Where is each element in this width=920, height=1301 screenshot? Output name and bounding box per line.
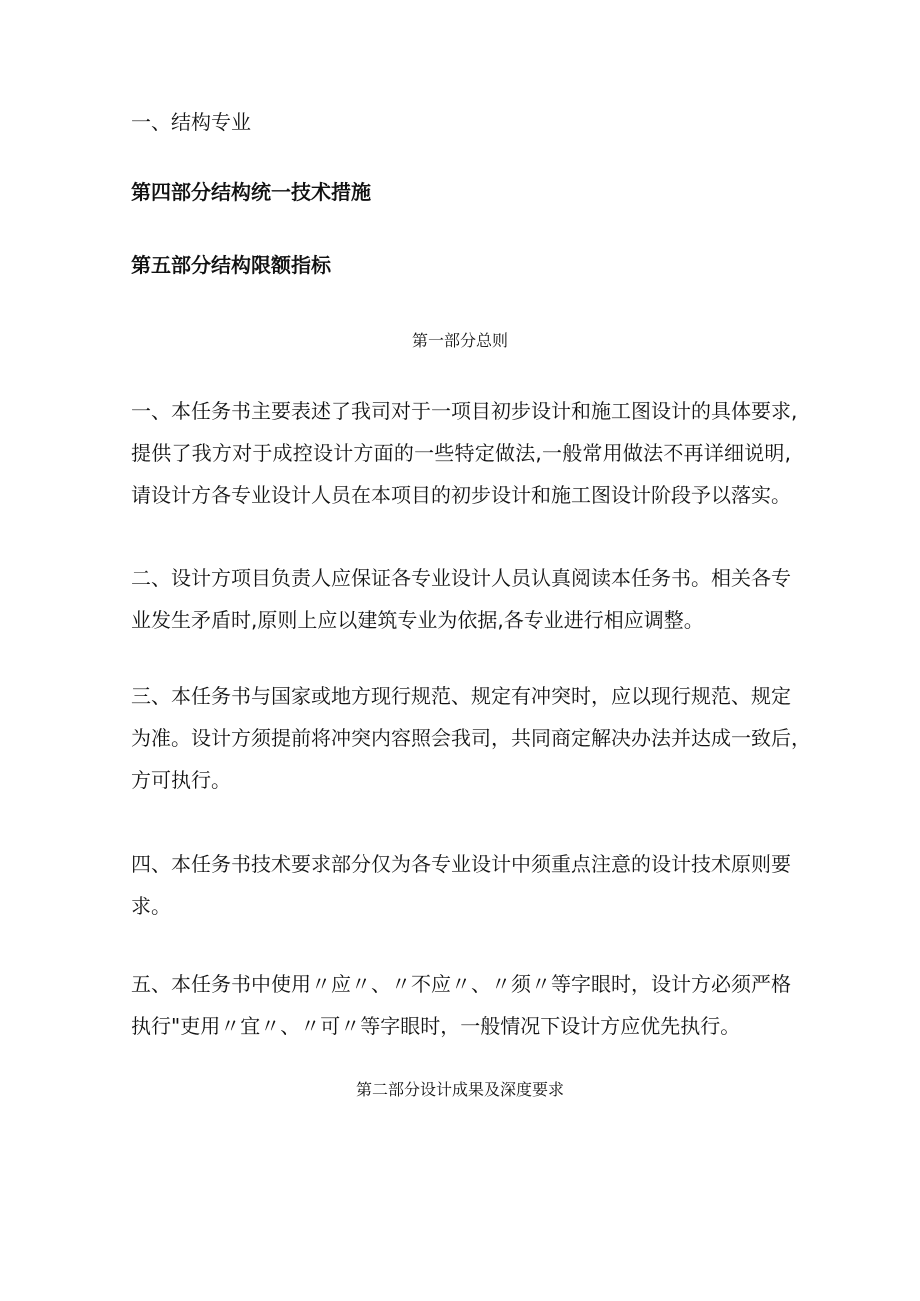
paragraph-line: 请设计方各专业设计人员在本项目的初步设计和施工图设计阶段予以落实。 [131,483,791,507]
paragraph-line: 四、本任务书技术要求部分仅为各专业设计中须重点注意的设计技术原则要 [131,852,791,876]
part-two-title: 第二部分设计成果及深度要求 [355,1080,564,1099]
paragraph-4 [131,843,791,927]
heading-part-five: 第五部分结构限额指标 [131,253,331,277]
section-title: 一、结构专业 [131,110,251,134]
paragraph-1 [131,390,798,516]
paragraph-line: 为准。设计方须提前将冲突内容照会我司，共同商定解决办法并达成一致后， [131,726,811,750]
paragraph-line: 业发生矛盾时,原则上应以建筑专业为依据,各专业进行相应调整。 [131,608,704,632]
paragraph-line: 执行"吏用〃宜〃、〃可〃等字眼时，一般情况下设计方应优先执行。 [131,1014,741,1038]
heading-part-four: 第四部分结构统一技术措施 [131,180,371,204]
paragraph-line: 提供了我方对于成控设计方面的一些特定做法,一般常用做法不再详细说明, [131,441,791,465]
part-one-title: 第一部分总则 [411,331,508,350]
paragraph-line: 二、设计方项目负责人应保证各专业设计人员认真阅读本任务书。相关各专 [131,566,791,590]
paragraph-2 [131,557,791,641]
paragraph-line: 五、本任务书中使用〃应〃、〃不应〃、〃须〃等字眼时，设计方必须严格 [131,972,791,996]
paragraph-3 [131,675,811,801]
paragraph-line: 三、本任务书与国家或地方现行规范、规定有冲突时，应以现行规范、规定 [131,684,791,708]
paragraph-line: 求。 [131,894,171,918]
paragraph-line: 一、本任务书主要表述了我司对于一项目初步设计和施工图设计的具体要求, [131,399,798,423]
paragraph-line: 方可执行。 [131,768,231,792]
paragraph-5 [131,963,791,1047]
